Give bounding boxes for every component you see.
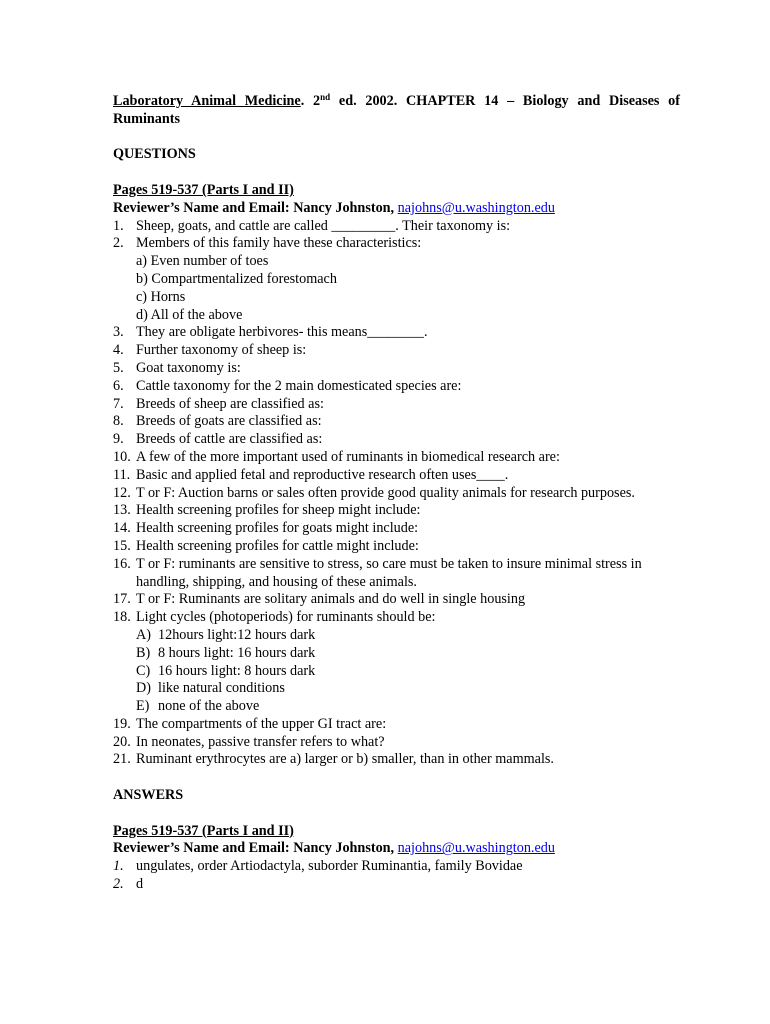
list-item: 7. Breeds of sheep are classified as: — [113, 395, 324, 412]
list-item: 2. Members of this family have these characteristics: — [113, 235, 422, 252]
list-item: 15. Health screening profiles for cattle might include: — [113, 537, 419, 554]
edition-number: 2 — [313, 93, 321, 109]
edition-suffix: nd — [320, 92, 331, 102]
list-item: 9. Breeds of cattle are classified as: — [113, 431, 323, 448]
answers-heading: ANSWERS — [113, 787, 184, 804]
list-item: 12. T or F: Auction barns or sales often provide good quality animals for research purposes. — [113, 484, 635, 501]
reviewer-email-link[interactable]: najohns@u.washington.edu — [397, 840, 555, 857]
list-item: 21. Ruminant erythrocytes are a) larger or b) smaller, than in other mammals. — [113, 751, 554, 768]
q2-option: b) Compartmentalized forestomach — [136, 270, 337, 287]
document-page — [113, 93, 680, 894]
q18-option: C) 16 hours light: 8 hours dark — [136, 662, 316, 679]
q2-option: c) Horns — [136, 288, 186, 305]
questions-reviewer-line — [113, 200, 680, 218]
list-item: 8. Breeds of goats are classified as: — [113, 413, 322, 430]
list-item: 16. T or F: ruminants are sensitive to stress, so care must be taken to insure minimal stress in handling, shipping, and housing of these animals. — [113, 555, 642, 590]
q18-option: B) 8 hours light: 16 hours dark — [136, 644, 316, 661]
list-item: 14. Health screening profiles for goats might include: — [113, 520, 419, 537]
chapter-title: ed. 2002. CHAPTER 14 – Biology and Diseases of Ruminants — [113, 93, 681, 127]
list-item: 3. They are obligate herbivores- this means________. — [113, 324, 428, 341]
list-item: 6. Cattle taxonomy for the 2 main domesticated species are: — [113, 377, 462, 394]
list-item: 17. T or F: Ruminants are solitary animals and do well in single housing — [113, 591, 526, 608]
book-title: Laboratory Animal Medicine — [113, 93, 301, 109]
list-item: 13. Health screening profiles for sheep might include: — [113, 502, 421, 519]
list-item: 11. Basic and applied fetal and reproductive research often uses____. — [113, 466, 509, 483]
q18-option: E) none of the above — [136, 698, 260, 715]
reviewer-label: Reviewer’s Name and Email: Nancy Johnston, — [113, 840, 395, 857]
q2-option: d) All of the above — [136, 306, 243, 323]
list-item: 1. ungulates, order Artiodactyla, suborder Ruminantia, family Bovidae — [113, 858, 523, 875]
questions-heading: QUESTIONS — [113, 146, 196, 163]
q18-option: D) like natural conditions — [136, 680, 285, 697]
list-item: 5. Goat taxonomy is: — [113, 359, 241, 376]
reviewer-label: Reviewer’s Name and Email: Nancy Johnston, — [113, 199, 395, 216]
answers-list — [113, 858, 680, 894]
list-item: 18. Light cycles (photoperiods) for ruminants should be: — [113, 609, 436, 626]
questions-pages-heading: Pages 519-537 (Parts I and II) — [113, 181, 294, 198]
list-item: 19. The compartments of the upper GI tract are: — [113, 715, 387, 732]
q18-option: A) 12hours light:12 hours dark — [136, 626, 316, 643]
list-item: 20. In neonates, passive transfer refers to what? — [113, 733, 385, 750]
document-title: Laboratory Animal Medicine. 2nd ed. 2002. CHAPTER 14 – Biology and Diseases of Ruminants — [113, 92, 681, 127]
list-item: 4. Further taxonomy of sheep is: — [113, 342, 307, 359]
list-item: 2. d — [113, 876, 144, 893]
list-item: 10. A few of the more important used of ruminants in biomedical research are: — [113, 448, 560, 465]
answers-reviewer-line — [113, 840, 680, 858]
list-item: 1. Sheep, goats, and cattle are called _________. Their taxonomy is: — [113, 217, 511, 234]
answers-pages-heading: Pages 519-537 (Parts I and II) — [113, 822, 294, 839]
q2-option: a) Even number of toes — [136, 253, 269, 270]
questions-list — [113, 218, 680, 770]
reviewer-email-link[interactable]: najohns@u.washington.edu — [397, 199, 555, 216]
